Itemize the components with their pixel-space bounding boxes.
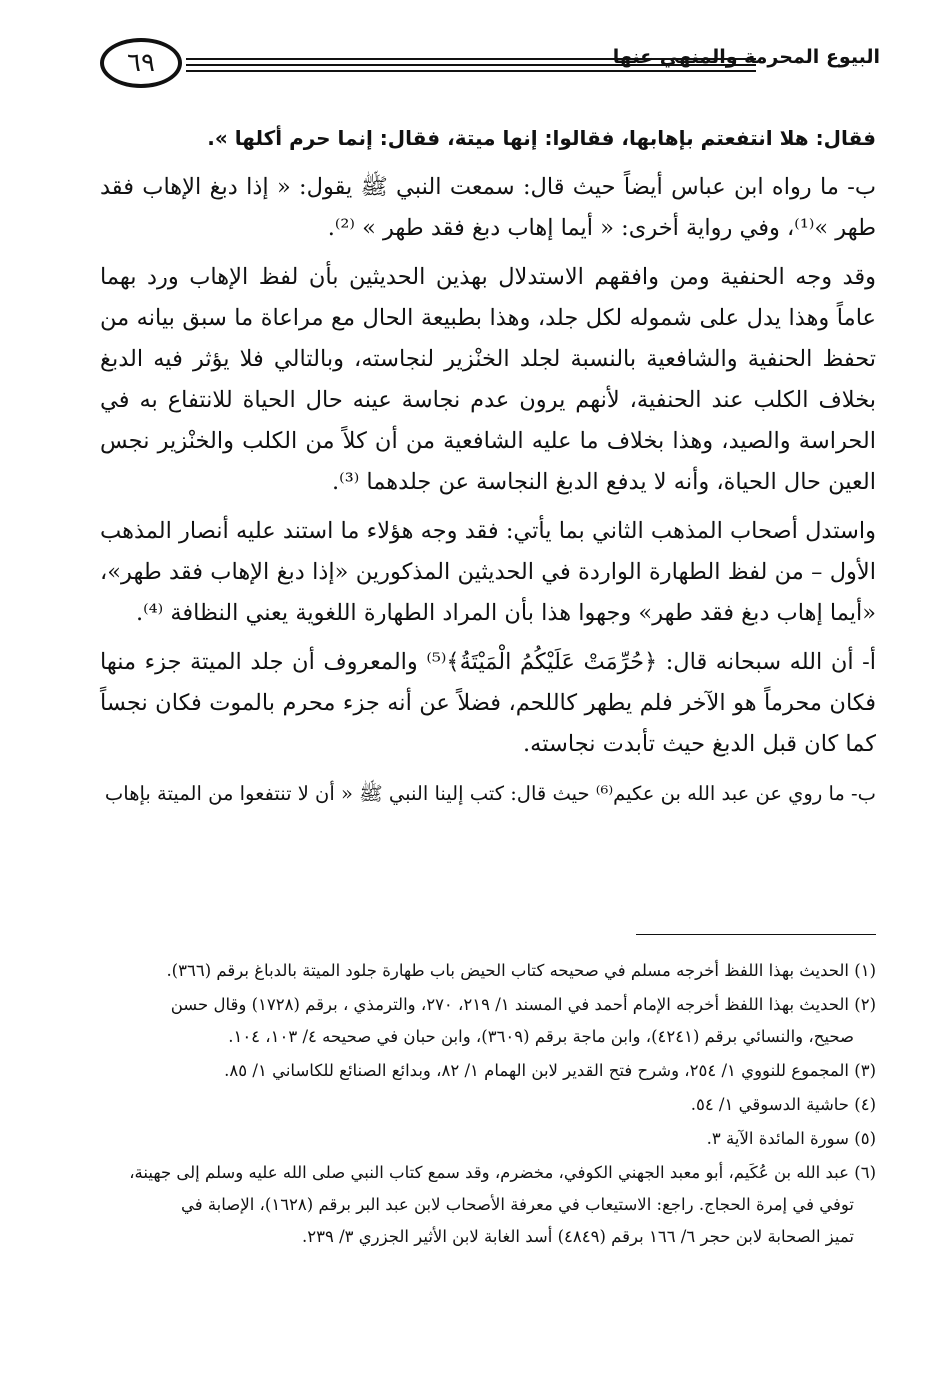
running-title: البيوع المحرمة والمنهي عنها: [612, 46, 880, 68]
footnote-separator: [636, 934, 876, 935]
footnote: (٦) عبد الله بن عُكَيم، أبو معبد الجهني الكوفي، مخضرم، وقد سمع كتاب النبي صلى الله عليه وسلم إلى جهينة، توفي في إمرة الحجاج. راجع: الاستيعاب في معرفة الأصحاب لابن عبد البر برقم (١٦٢٨)، الإصابة في تميز الصحابة لابن حجر ٦/ ١٦٦ برقم (٤٨٤٩) أسد الغابة لابن الأثير الجزري ٣/ ٢٣٩.: [129, 1163, 876, 1246]
paragraph: واستدل أصحاب المذهب الثاني بما يأتي: فقد وجه هؤلاء ما استند عليه أنصار المذهب الأول – من لفظ الطهارة الواردة في الحديثين المذكورين «إذا دبغ الإهاب فقد طهر»، «أيما إهاب دبغ فقد طهر» وجهوا هذا بأن المراد الطهارة اللغوية يعني النظافة ⁽⁴⁾.: [100, 518, 876, 626]
header-rule: [186, 70, 756, 72]
page-number: ٦٩: [100, 38, 182, 88]
paragraph: فقال: هلا انتفعتم بإهابها، فقالوا: إنها ميتة، فقال: إنما حرم أكلها ».: [207, 126, 876, 150]
footnote: (٤) حاشية الدسوقي ١/ ٥٤.: [690, 1095, 876, 1114]
page-header: [100, 38, 880, 98]
footnote: (٥) سورة المائدة الآية ٣.: [706, 1129, 876, 1148]
paragraph: أ- أن الله سبحانه قال: ﴿حُرِّمَتْ عَلَيْكُمُ الْمَيْتَةُ﴾⁽⁵⁾ والمعروف أن جلد الميتة جزء منها فكان محرماً هو الآخر فلم يطهر كاللحم، فضلاً عن أنه جزء محرم بالموت فكان نجساً كما كان قبل الدبغ حيث تأبدت نجاسته.: [100, 649, 876, 757]
main-text: [100, 118, 876, 822]
footnote: (٢) الحديث بهذا اللفظ أخرجه الإمام أحمد في المسند ١/ ٢١٩، ٢٧٠، والترمذي ، برقم (١٧٢٨) وقال حسن صحيح، والنسائي برقم (٤٢٤١)، وابن ماجة برقم (٣٦٠٩)، وابن حبان في صحيحه ٤/ ١٠٣، ١٠٤.: [170, 995, 876, 1046]
paragraph: وقد وجه الحنفية ومن وافقهم الاستدلال بهذين الحديثين بأن لفظ الإهاب ورد بهما عاماً وهذا يدل على شموله لكل جلد، وهذا بطبيعة الحال مع مراعاة ما سبق بيانه من تحفظ الحنفية والشافعية بالنسبة لجلد الخنْزير لنجاسته، وبالتالي فلا يؤثر فيه الدبغ بخلاف الكلب عند الحنفية، لأنهم يرون عدم نجاسة عينه حال الحياة للانتفاع به في الحراسة والصيد، وهذا بخلاف ما عليه الشافعية من أن كلاً من الكلب والخنْزير نجس العين حال الحياة، وأنه لا يدفع الدبغ النجاسة عن جلدهما ⁽³⁾.: [100, 264, 876, 495]
paragraph: ب- ما روي عن عبد الله بن عكيم⁽⁶⁾ حيث قال: كتب إلينا النبي ﷺ « أن لا تنتفعوا من الميتة بإهاب: [104, 782, 876, 805]
footnotes: [100, 955, 876, 1255]
paragraph: ب- ما رواه ابن عباس أيضاً حيث قال: سمعت النبي ﷺ يقول: « إذا دبغ الإهاب فقد طهر »⁽¹⁾، وفي رواية أخرى: « أيما إهاب دبغ فقد طهر » ⁽²⁾.: [100, 174, 876, 241]
footnote: (١) الحديث بهذا اللفظ أخرجه مسلم في صحيحه كتاب الحيض باب طهارة جلود الميتة بالدباغ برقم (٣٦٦).: [166, 961, 876, 980]
footnote: (٣) المجموع للنووي ١/ ٢٥٤، وشرح فتح القدير لابن الهمام ١/ ٨٢، وبدائع الصنائع للكاساني ١/ ٨٥.: [224, 1061, 876, 1080]
